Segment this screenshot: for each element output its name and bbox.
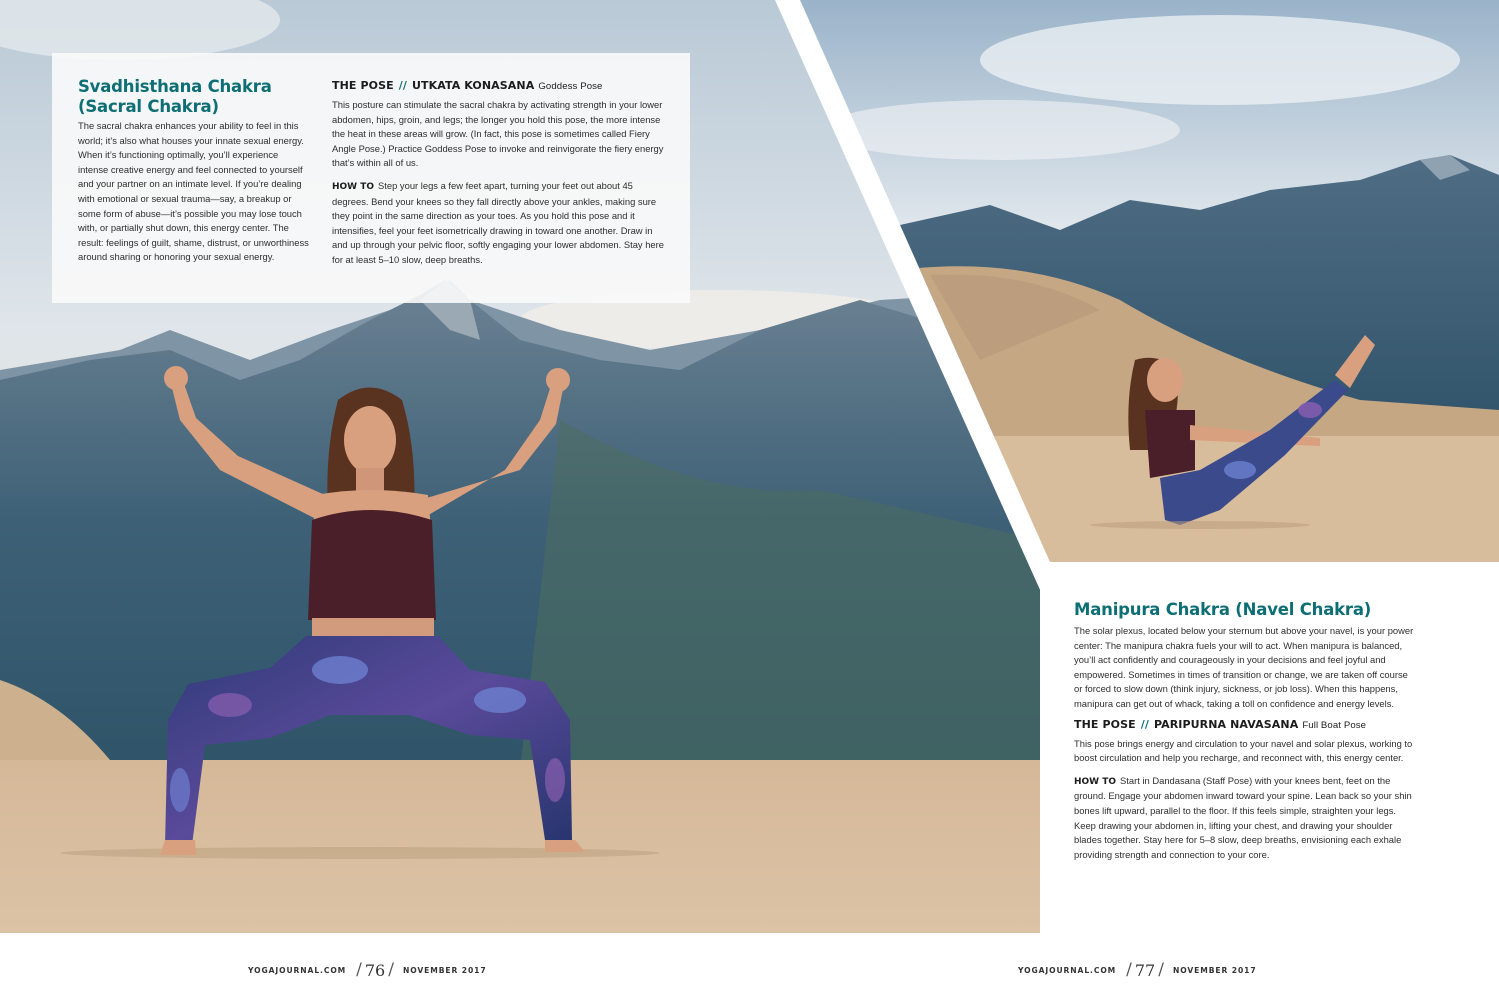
pose-label: THE POSE (332, 79, 394, 92)
folio-slash: / (356, 960, 362, 980)
goddess-pose-text: This posture can stimulate the sacral chakra by activating strength in your lower abdomen, hips, groin, and legs; the longer you hold this pose, the more intense the heat in these areas will grow. (In fact, this pose is sometimes called Fiery Angle Pose.) Practice Goddess Pose to invoke and reinvigorate the fiery energy that’s within all of us. (332, 99, 664, 169)
pose-separator: // (398, 79, 407, 92)
sacral-title-line1: Svadhisthana Chakra (78, 77, 272, 96)
folio-site: YOGAJOURNAL.COM (1018, 965, 1117, 975)
folio-date: NOVEMBER 2017 (402, 965, 487, 975)
boat-pose-heading (1074, 718, 1414, 733)
sacral-intro-column (78, 77, 310, 265)
howto-label: HOW TO (1074, 776, 1117, 787)
pose-separator: // (1140, 717, 1149, 731)
boat-howto (1074, 774, 1414, 863)
sacral-chakra-textbox (52, 53, 690, 303)
goddess-pose-heading (332, 79, 666, 94)
goddess-pose-column (332, 79, 666, 268)
folio-date: NOVEMBER 2017 (1172, 965, 1257, 975)
page-number: 77 (1134, 960, 1156, 980)
goddess-howto (332, 179, 666, 268)
navel-chakra-textbox (1074, 600, 1414, 862)
folio-slash: / (1126, 960, 1132, 980)
pose-sanskrit-name: UTKATA KONASANA (411, 79, 535, 92)
pose-english-name: Full Boat Pose (1302, 719, 1367, 731)
sacral-title-line2: (Sacral Chakra) (78, 97, 219, 116)
pose-english-name: Goddess Pose (538, 81, 603, 92)
page-number: 76 (364, 960, 386, 980)
navel-intro-text: The solar plexus, located below your sternum but above your navel, is your power center: The manipura chakra fuels your will to act. When manipura is balanced, you’ll act confidently and courageously in your decisions and feel joyful and empowered. Sometimes in times of transition or change, we are taken off course or forced to slow down (think injury, sickness, or job loss). When this happens, manipura can get out of whack, taking a toll on confidence and energy levels. (1074, 625, 1414, 709)
pose-label: THE POSE (1074, 717, 1136, 731)
sacral-intro-text: The sacral chakra enhances your ability to feel in this world; it’s also what houses your innate sexual energy. When it’s functioning optimally, you’ll experience intense creative energy and feel connected to yourself and your partner on an intimate level. If you’re dealing with emotional or sexual trauma—say, a breakup or some form of abuse—it’s possible you may lose touch with, or partially shut down, this energy center. The result: feelings of guilt, shame, distrust, or unworthiness around sharing or honoring your sexual energy. (78, 120, 309, 263)
folio-right (1018, 958, 1257, 982)
folio-slash: / (388, 960, 394, 980)
pose-sanskrit-name: PARIPURNA NAVASANA (1153, 717, 1299, 731)
folio-site: YOGAJOURNAL.COM (248, 965, 347, 975)
navel-chakra-title: Manipura Chakra (Navel Chakra) (1074, 600, 1372, 619)
folio-slash: / (1158, 960, 1164, 980)
folio-left (248, 958, 487, 982)
boat-howto-text: Start in Dandasana (Staff Pose) with your knees bent, feet on the ground. Engage your abdomen inward toward your spine. Lean back so your shin bones lift upward, parallel to the floor. If this feels simple, straighten your legs. Keep drawing your abdomen in, lifting your chest, and drawing your shoulder blades together. Stay here for 5–8 slow, deep breaths, envisioning each exhale providing strength and connection to your core. (1074, 774, 1412, 860)
sacral-chakra-title (78, 77, 310, 117)
howto-label: HOW TO (332, 181, 375, 192)
goddess-howto-text: Step your legs a few feet apart, turning your feet out about 45 degrees. Bend your knees so they fall directly above your ankles, making sure they point in the same direction as your toes. As you hold this pose and it intensifies, feel your feet isometrically drawing in toward one another. Draw in and up through your pelvic floor, softly engaging your lower abdomen. Stay here for at least 5–10 slow, deep breaths. (332, 179, 664, 265)
boat-pose-text: This pose brings energy and circulation to your navel and solar plexus, working to boost circulation and help you recharge, and reconnect with, this energy center. (1074, 737, 1413, 764)
